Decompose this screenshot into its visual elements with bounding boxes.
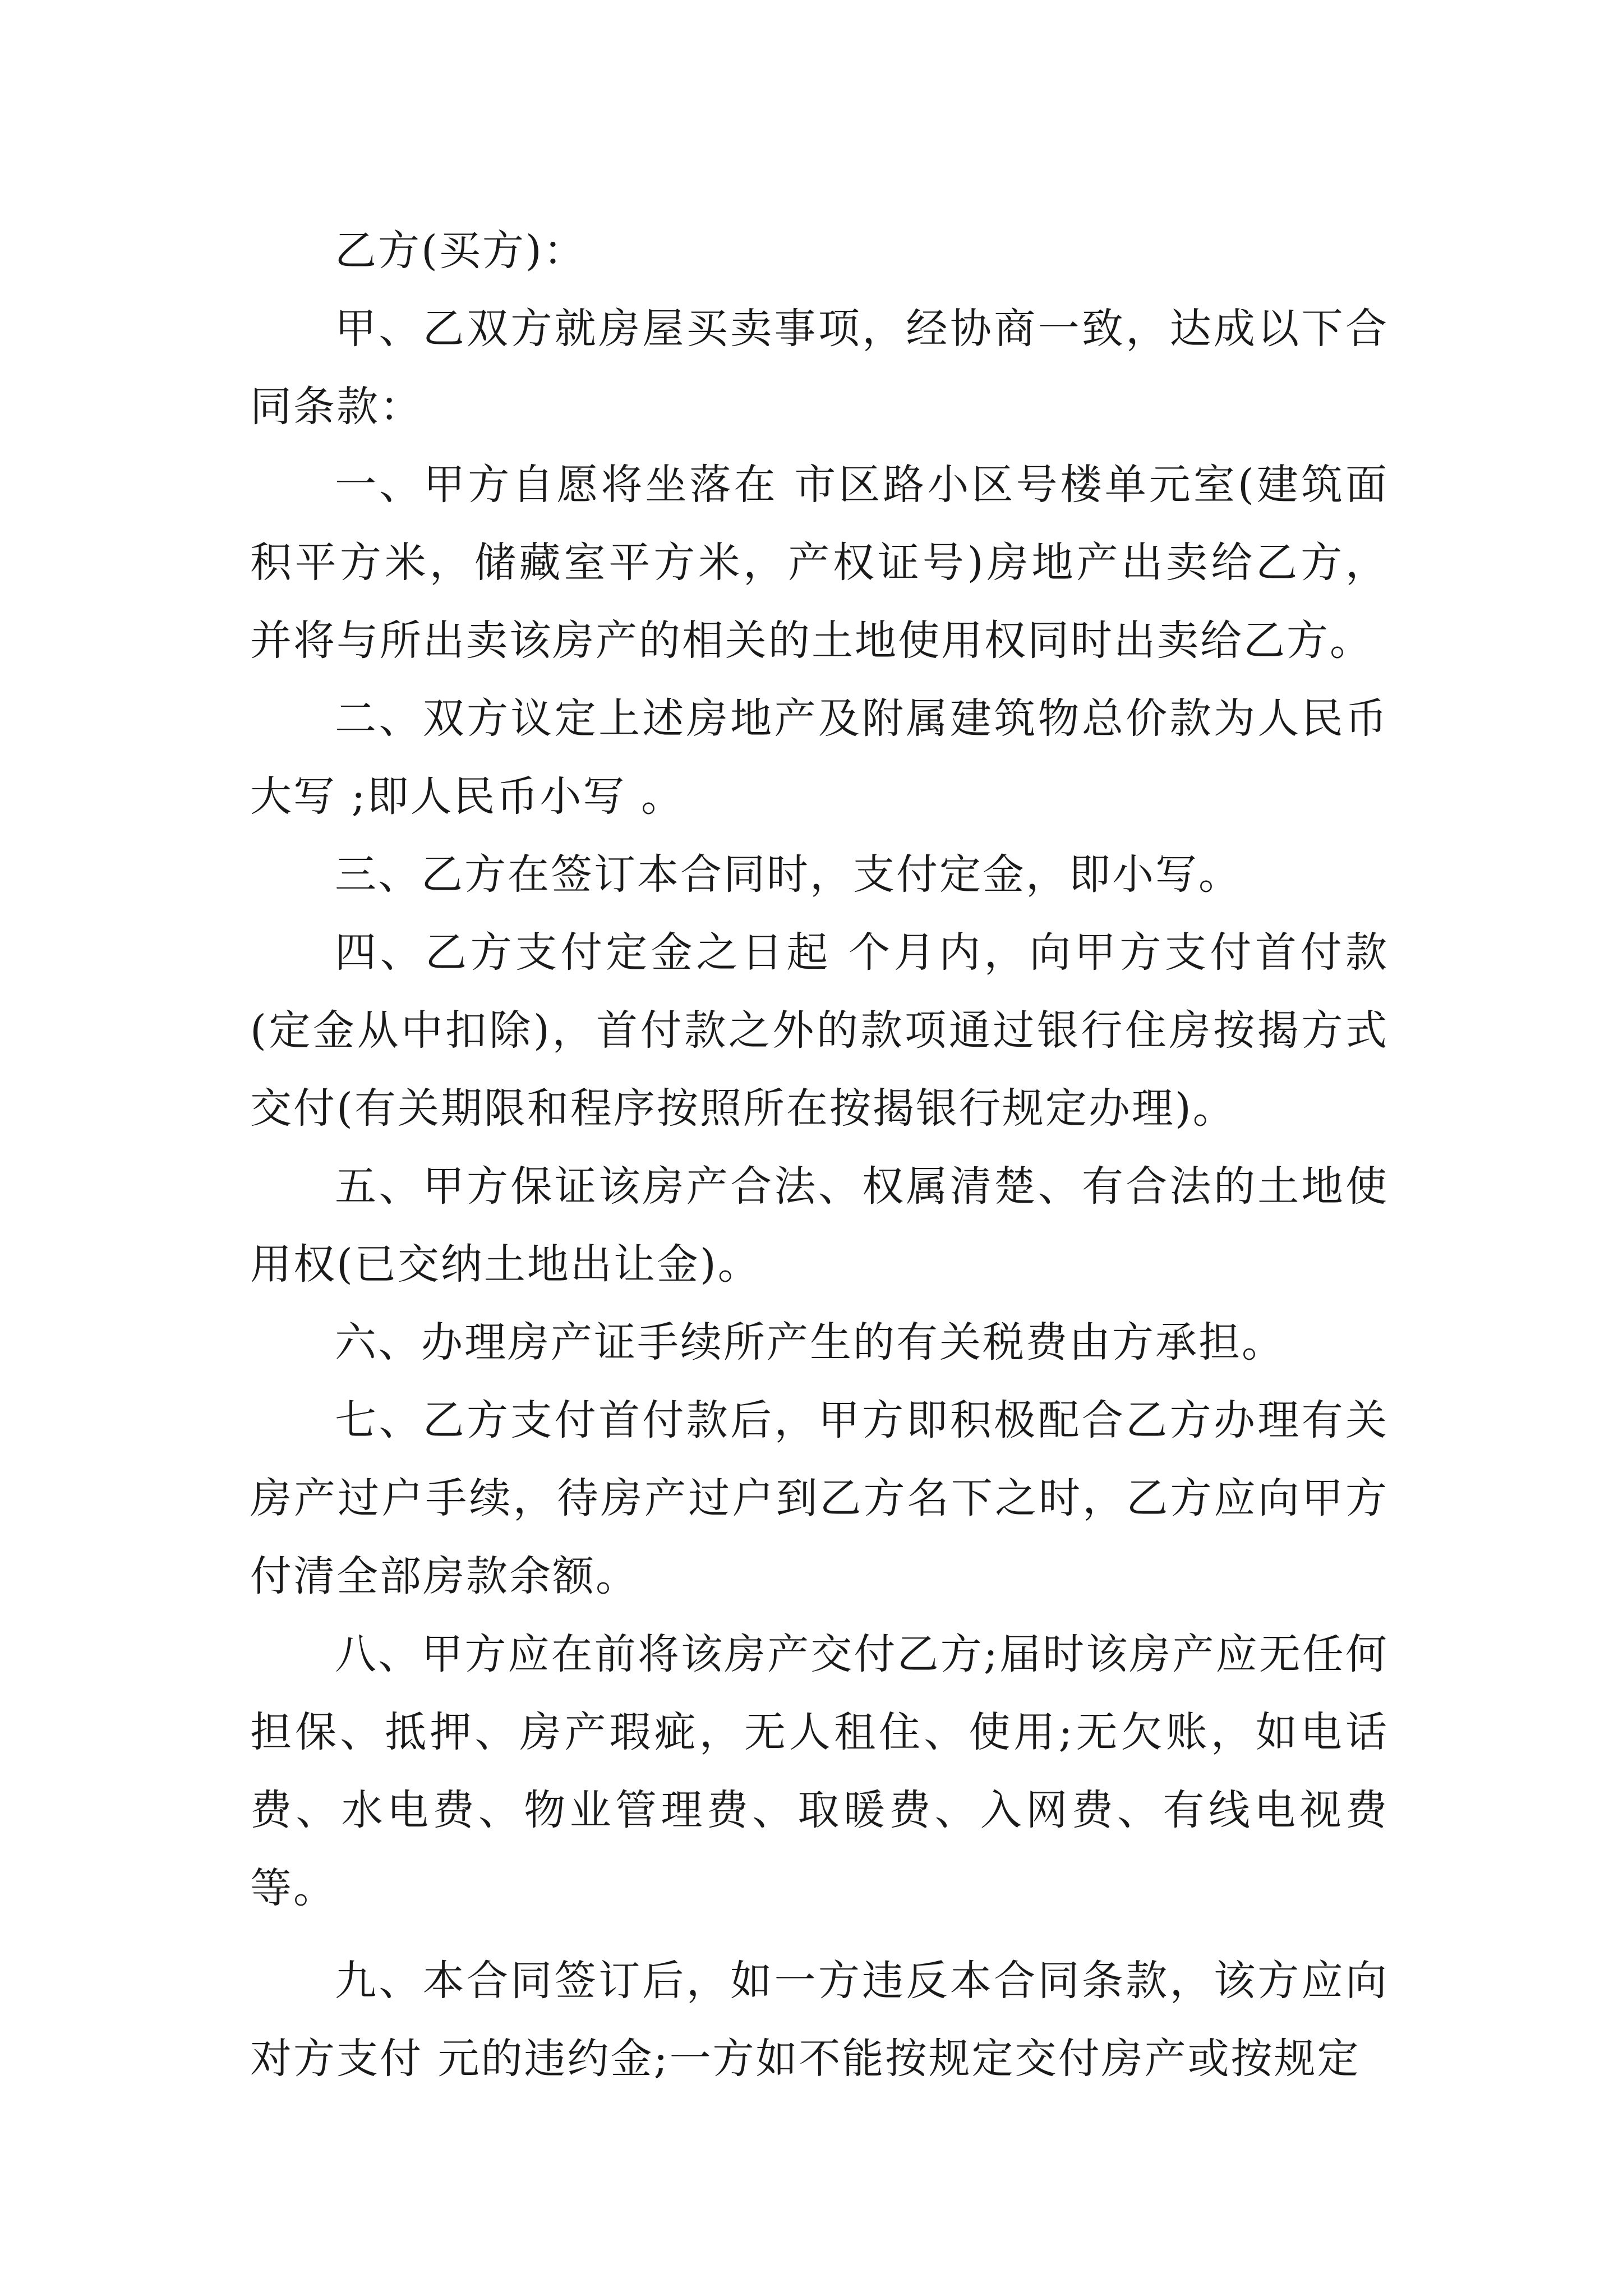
contract-body (250, 212, 1389, 2098)
paragraph-preamble: 甲、乙双方就房屋买卖事项，经协商一致，达成以下合同条款： (250, 305, 1389, 431)
clause-4: 四、乙方支付定金之日起 个月内，向甲方支付首付款(定金从中扣除)，首付款之外的款项通过银行住房按揭方式交付(有关期限和程序按照所在按揭银行规定办理)。 (250, 928, 1389, 1133)
clause-8: 八、甲方应在前将该房产交付乙方;届时该房产应无任何担保、抵押、房产瑕疵，无人租住、使用;无欠账，如电话费、水电费、物业管理费、取暖费、入网费、有线电视费等。 (250, 1630, 1389, 1912)
clause-6: 六、办理房产证手续所产生的有关税费由方承担。 (335, 1318, 1285, 1366)
clause-1: 一、甲方自愿将坐落在 市区路小区号楼单元室(建筑面积平方米，储藏室平方米，产权证号)房地产出卖给乙方，并将与所出卖该房产的相关的土地使用权同时出卖给乙方。 (250, 461, 1389, 665)
clause-9: 九、本合同签订后，如一方违反本合同条款，该方应向对方支付 元的违约金;一方如不能按规定交付房产或按规定 (250, 1957, 1389, 2083)
clause-7: 七、乙方支付首付款后，甲方即积极配合乙方办理有关房产过户手续，待房产过户到乙方名下之时，乙方应向甲方付清全部房款余额。 (250, 1396, 1389, 1600)
clause-5: 五、甲方保证该房产合法、权属清楚、有合法的土地使用权(已交纳土地出让金)。 (250, 1162, 1389, 1289)
clause-2: 二、双方议定上述房地产及附属建筑物总价款为人民币大写 ;即人民币小写 。 (250, 694, 1389, 821)
paragraph-buyer-label: 乙方(买方)： (335, 227, 587, 275)
clause-3: 三、乙方在签订本合同时，支付定金，即小写。 (335, 850, 1242, 899)
